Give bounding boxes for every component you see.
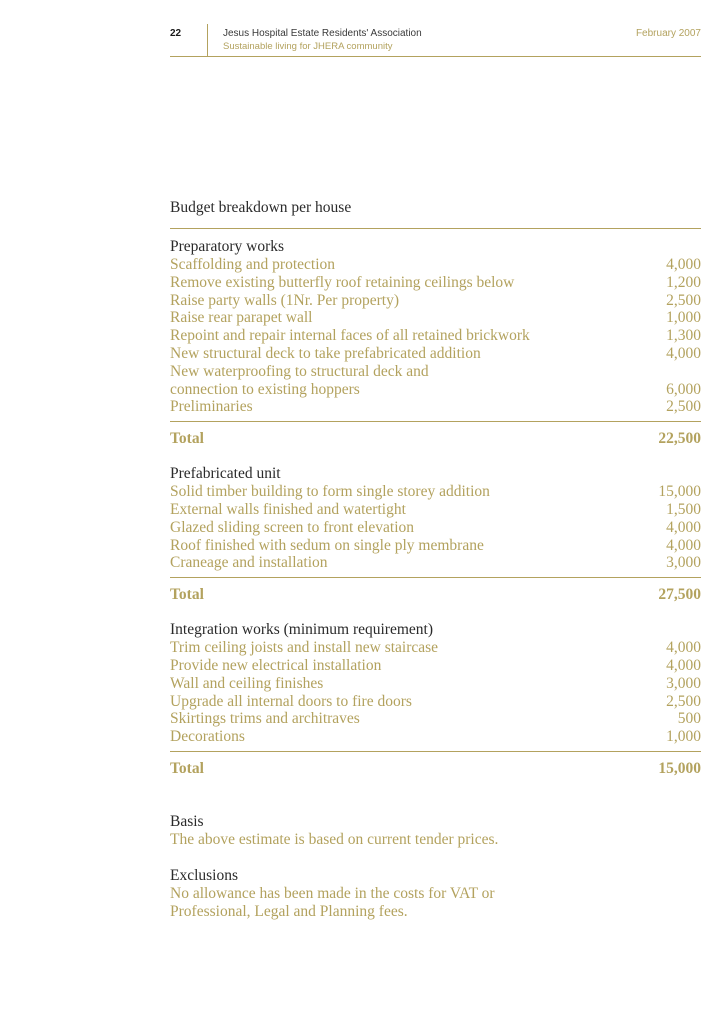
item-value: 1,500 bbox=[666, 500, 701, 518]
list-item bbox=[170, 657, 701, 675]
list-item bbox=[170, 693, 701, 711]
list-item bbox=[170, 675, 701, 693]
item-label: Repoint and repair internal faces of all retained brickwork bbox=[170, 327, 530, 345]
item-label: Scaffolding and protection bbox=[170, 256, 336, 273]
list-item bbox=[170, 292, 701, 310]
item-label: Decorations bbox=[170, 728, 245, 746]
header-title: Jesus Hospital Estate Residents' Association bbox=[223, 28, 422, 39]
page-number: 22 bbox=[170, 28, 182, 39]
page-header bbox=[170, 24, 701, 58]
item-value: 3,000 bbox=[666, 554, 701, 572]
budget-content bbox=[170, 199, 701, 921]
list-item bbox=[170, 256, 701, 274]
section-prefabricated bbox=[170, 465, 701, 604]
item-label: Raise party walls (1Nr. Per property) bbox=[170, 291, 399, 309]
item-value: 15,000 bbox=[658, 483, 701, 501]
list-item bbox=[170, 537, 701, 555]
list-item bbox=[170, 710, 701, 728]
section-title: Prefabricated unit bbox=[170, 465, 281, 483]
item-label: Wall and ceiling finishes bbox=[170, 674, 324, 692]
total-row bbox=[170, 760, 701, 778]
total-label: Total bbox=[170, 759, 204, 777]
total-label: Total bbox=[170, 586, 204, 604]
item-value: 2,500 bbox=[666, 692, 701, 710]
item-value: 500 bbox=[677, 710, 701, 728]
exclusions-line-2: Professional, Legal and Planning fees. bbox=[170, 902, 408, 920]
item-label: Trim ceiling joists and install new staircase bbox=[170, 639, 439, 657]
list-item bbox=[170, 363, 701, 381]
basis-text: The above estimate is based on current tender prices. bbox=[170, 830, 499, 848]
item-value: 4,000 bbox=[666, 536, 701, 554]
header-divider bbox=[207, 24, 208, 56]
section-title: Preparatory works bbox=[170, 238, 285, 255]
item-value: 2,500 bbox=[666, 291, 701, 309]
list-item bbox=[170, 398, 701, 416]
header-date: February 2007 bbox=[635, 28, 701, 39]
title-rule bbox=[170, 228, 701, 229]
total-row bbox=[170, 586, 701, 604]
item-label: Skirtings trims and architraves bbox=[170, 710, 360, 728]
item-label: Preliminaries bbox=[170, 398, 253, 416]
item-value: 1,000 bbox=[666, 309, 701, 327]
list-item bbox=[170, 327, 701, 345]
list-item bbox=[170, 483, 701, 501]
list-item bbox=[170, 345, 701, 363]
item-value: 4,000 bbox=[666, 518, 701, 536]
list-item bbox=[170, 274, 701, 292]
list-item bbox=[170, 309, 701, 327]
basis-title: Basis bbox=[170, 812, 204, 830]
header-subtitle: Sustainable living for JHERA community bbox=[223, 41, 393, 52]
section-preparatory bbox=[170, 238, 701, 448]
list-item bbox=[170, 728, 701, 746]
section-title: Integration works (minimum requirement) bbox=[170, 621, 434, 639]
item-label: New structural deck to take prefabricated addition bbox=[170, 344, 481, 362]
budget-title: Budget breakdown per house bbox=[170, 199, 352, 216]
item-label: Glazed sliding screen to front elevation bbox=[170, 518, 415, 536]
item-label: New waterproofing to structural deck and bbox=[170, 362, 429, 380]
section-rule bbox=[170, 421, 701, 422]
item-label: Raise rear parapet wall bbox=[170, 309, 313, 327]
header-rule bbox=[170, 56, 701, 57]
item-value: 4,000 bbox=[666, 344, 701, 362]
item-label: Remove existing butterfly roof retaining ceilings below bbox=[170, 273, 515, 291]
item-label: Solid timber building to form single storey addition bbox=[170, 483, 490, 501]
list-item bbox=[170, 501, 701, 519]
list-item bbox=[170, 381, 701, 399]
basis-block bbox=[170, 813, 701, 849]
item-value: 6,000 bbox=[666, 380, 701, 398]
total-row bbox=[170, 430, 701, 448]
item-value: 1,300 bbox=[666, 327, 701, 345]
list-item bbox=[170, 639, 701, 657]
total-value: 22,500 bbox=[658, 430, 701, 448]
item-label: Provide new electrical installation bbox=[170, 656, 382, 674]
item-label: External walls finished and watertight bbox=[170, 500, 406, 518]
item-value: 1,200 bbox=[666, 273, 701, 291]
total-label: Total bbox=[170, 430, 204, 448]
item-value: 1,000 bbox=[666, 728, 701, 746]
item-value: 2,500 bbox=[666, 398, 701, 416]
total-value: 15,000 bbox=[658, 759, 701, 777]
item-value: 4,000 bbox=[666, 639, 701, 657]
item-value: 4,000 bbox=[666, 656, 701, 674]
item-label: Upgrade all internal doors to fire doors bbox=[170, 692, 412, 710]
section-integration bbox=[170, 621, 701, 778]
item-label: connection to existing hoppers bbox=[170, 380, 360, 398]
exclusions-block bbox=[170, 867, 701, 921]
exclusions-title: Exclusions bbox=[170, 866, 239, 884]
item-value: 4,000 bbox=[666, 256, 701, 273]
list-item bbox=[170, 519, 701, 537]
section-rule bbox=[170, 751, 701, 752]
section-rule bbox=[170, 577, 701, 578]
item-label: Craneage and installation bbox=[170, 554, 328, 572]
exclusions-line-1: No allowance has been made in the costs for VAT or bbox=[170, 884, 495, 902]
list-item bbox=[170, 554, 701, 572]
item-label: Roof finished with sedum on single ply membrane bbox=[170, 536, 484, 554]
item-value: 3,000 bbox=[666, 674, 701, 692]
total-value: 27,500 bbox=[658, 586, 701, 604]
